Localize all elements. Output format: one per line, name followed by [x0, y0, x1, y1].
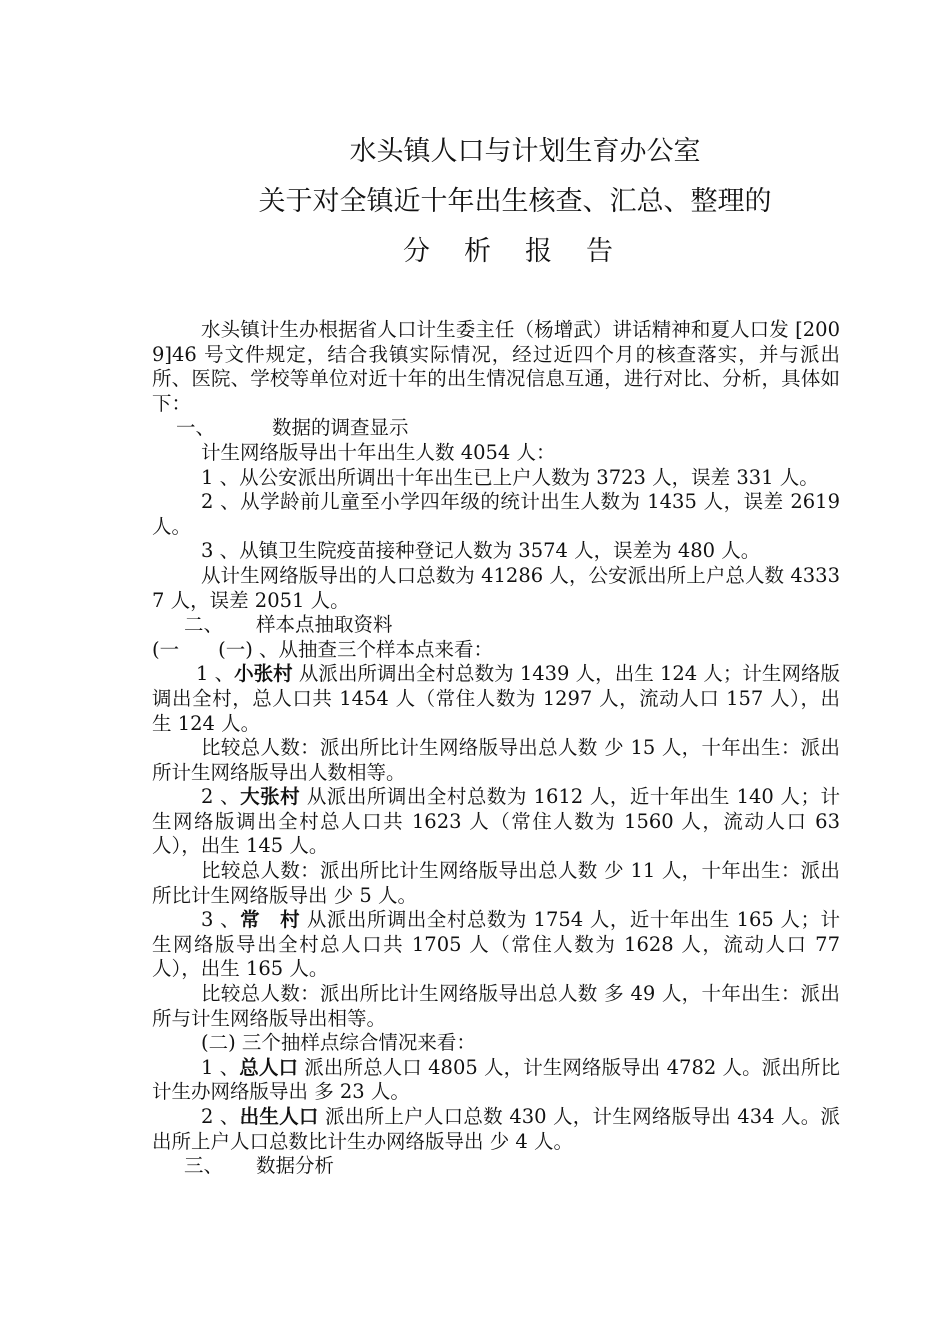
section3-heading [152, 1154, 840, 1179]
section1-title: 数据的调查显示 [272, 416, 409, 440]
section1-heading [152, 416, 840, 441]
village-2-name: 大张村 [240, 785, 301, 809]
section1-item-3: 3 、从镇卫生院疫苗接种登记人数为 3574 人，误差为 480 人。 [201, 539, 761, 563]
village-1: 1 、小张村 从派出所调出全村总数为 1439 人，出生 124 人；计生网络版调出全村，总人口共 1454 人（常住人数为 1297 人，流动人口 157 人），出生 124 人。 [152, 662, 840, 735]
summary-2: 2 、出生人口 派出所上户人口总数 430 人，计生网络版导出 434 人。派出所上户人口总数比计生办网络版导出 少 4 人。 [152, 1105, 840, 1153]
section1-total: 从计生网络版导出的人口总数为 41286 人，公安派出所上户总人数 43337 人，误差 2051 人。 [152, 563, 840, 612]
village-3-compare: 比较总人数：派出所比计生网络版导出总人数 多 49 人，十年出生：派出所与计生网络版导出相等。 [152, 982, 840, 1030]
section2-heading [152, 613, 840, 638]
summary-2-name: 出生人口 [239, 1105, 319, 1128]
summary-1: 1 、总人口 派出所总人口 4805 人，计生网络版导出 4782 人。派出所比计生办网络版导出 多 23 人。 [152, 1055, 840, 1104]
report-body [152, 318, 840, 1179]
village-3: 3 、常 村 从派出所调出全村总数为 1754 人，近十年出生 165 人；计生网络版导出全村总人口共 1705 人（常住人数为 1628 人，流动人口 77 人），出生 165 人。 [152, 908, 840, 981]
section1-item-2: 2 、从学龄前儿童至小学四年级的统计出生人数为 1435 人，误差 2619 人。 [152, 490, 840, 538]
intro-paragraph: 水头镇计生办根据省人口计生委主任（杨增武）讲话精神和夏人口发 [2009]46 号文件规定，结合我镇实际情况，经过近四个月的核查落实，并与派出所、医院、学校等单位对近十年的出生情况信息互通，进行对比、分析，具体如下： [152, 318, 840, 415]
report-title-line1: 水头镇人口与计划生育办公室 [349, 136, 701, 167]
section2-number: 二、 [184, 613, 224, 637]
section1-number: 一、 [176, 416, 216, 440]
section2-sub2: (二) 三个抽样点综合情况来看： [201, 1031, 476, 1055]
village-2-compare: 比较总人数：派出所比计生网络版导出总人数 少 11 人，十年出生：派出所比计生网络版导出 少 5 人。 [152, 859, 840, 907]
section3-title: 数据分析 [256, 1154, 335, 1178]
village-1-compare: 比较总人数：派出所比计生网络版导出总人数 少 15 人，十年出生：派出所计生网络版导出人数相等。 [152, 736, 840, 784]
section2-title: 样本点抽取资料 [256, 613, 393, 637]
village-2: 2 、大张村 从派出所调出全村总数为 1612 人，近十年出生 140 人；计生网络版调出全村总人口共 1623 人（常住人数为 1560 人，流动人口 63 人），出生 145 人。 [152, 785, 840, 858]
section2-sub1: (一 (一) 、从抽查三个样本点来看： [152, 637, 494, 661]
report-title-line3: 分析报告 [403, 236, 647, 267]
section3-number: 三、 [184, 1154, 224, 1178]
section1-item-1: 1 、从公安派出所调出十年出生已上户人数为 3723 人，误差 331 人。 [201, 465, 819, 489]
report-title-line2: 关于对全镇近十年出生核查、汇总、整理的 [258, 186, 772, 217]
section1-lead: 计生网络版导出十年出生人数 4054 人： [201, 440, 556, 464]
village-3-name: 常 村 [240, 908, 301, 932]
village-1-name: 小张村 [234, 662, 293, 686]
summary-1-name: 总人口 [239, 1055, 299, 1079]
